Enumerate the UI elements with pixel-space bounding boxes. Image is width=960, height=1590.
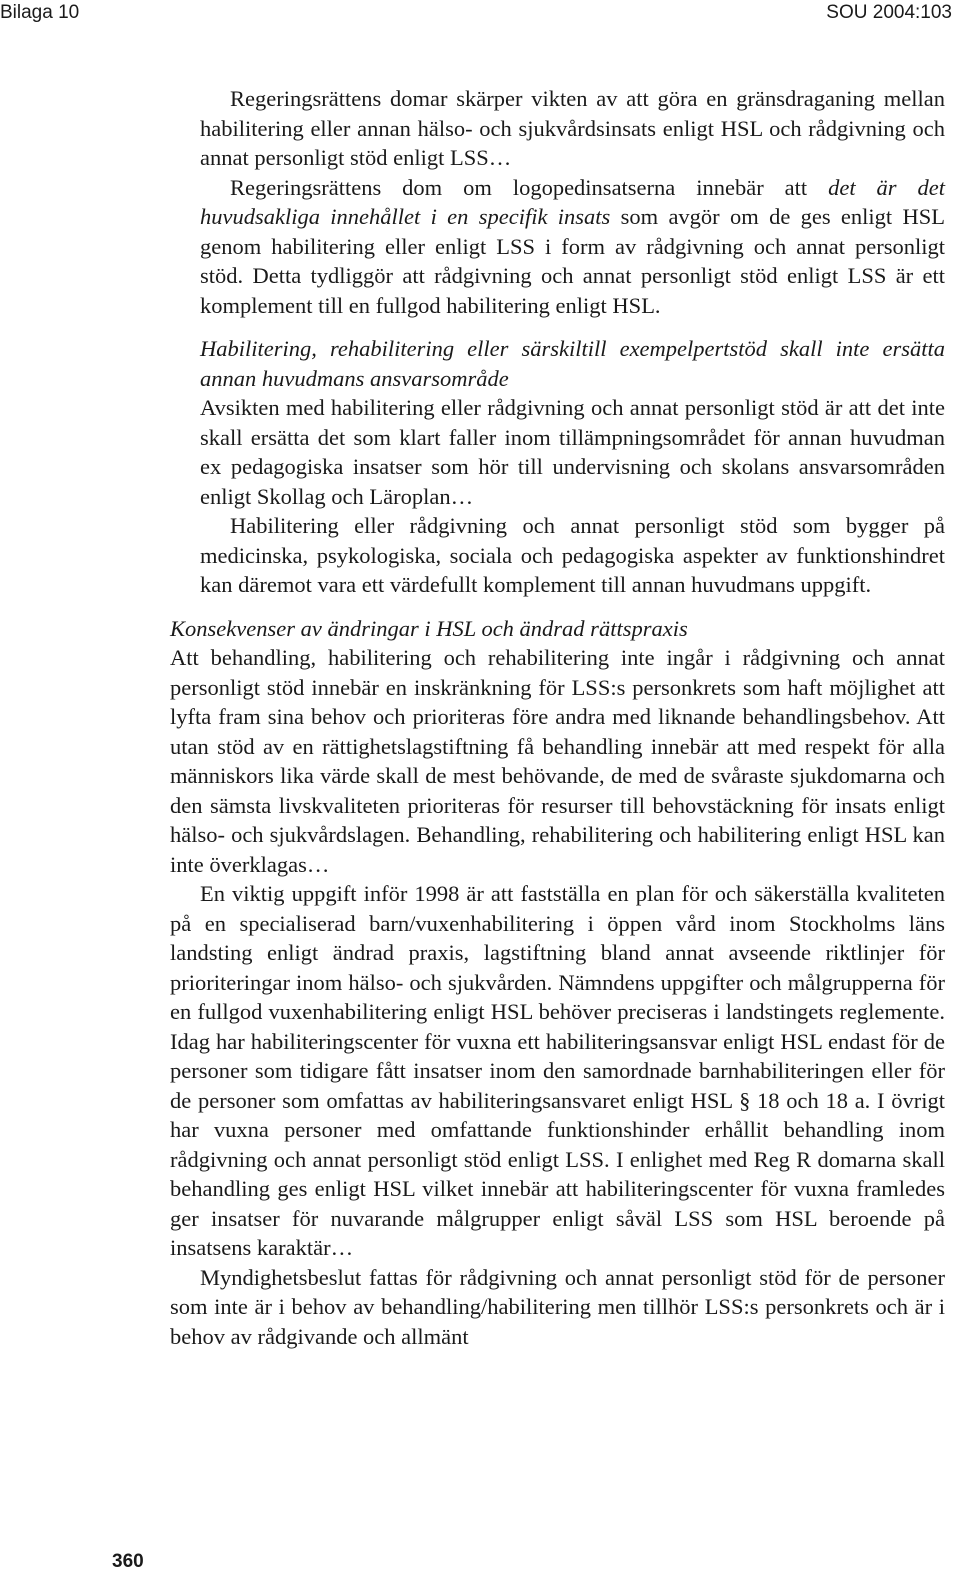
section2-paragraph-1: Att behandling, habilitering och rehabilitering inte ingår i rådgivning och annat personligt stöd innebär en inskränkning för LSS:s personkrets som haft möjlighet att lyfta fram sina behov och prioriteras före andra med liknande behandlingsbehov. Att utan stöd av en rättighetslagstiftning få behandling innebär att med respekt för alla människors lika värde skall de mest behövande, de med de svåraste sjukdomarna och den sämsta livskvaliteten prioriteras för resurser till behovstäckning för insats enligt hälso- och sjukvårdslagen. Behandling, rehabilitering och habilitering enligt HSL kan inte överklagas…	[170, 645, 945, 877]
section-heading-habilitering: Habilitering, rehabilitering eller särskiltill exempelpertstöd skall inte ersätta annan huvudmans ansvarsområde	[200, 336, 945, 391]
section1-paragraph-1: Avsikten med habilitering eller rådgivning och annat personligt stöd är att det inte skall ersätta det som klart faller inom tillämpningsområdet för annan huvudman ex pedagogiska insatser som hör till undervisning och skolans ansvarsområden enligt Skollag och Läroplan…	[200, 395, 945, 509]
running-header	[0, 0, 960, 30]
section2-paragraph-2: En viktig uppgift inför 1998 är att fastställa en plan för och säkerställa kvaliteten på en specialiserad barn/vuxenhabilitering i öppen vård inom Stockholms läns landsting enligt ändrad praxis, lagstiftning bland annat avseende riktlinjer för prioriteringar inom hälso- och sjukvården. Nämndens uppgifter och målgrupperna för en fullgod vuxenhabilitering enligt HSL behöver preciseras i landstingets reglemente. Idag har habiliteringscenter för vuxna ett habiliteringsansvar enligt HSL endast för de personer som tidigare fått insatser inom den samordnade barnhabiliteringen eller för de personer som omfattas av habiliteringsansvaret enligt HSL § 18 och 18 a. I övrigt har vuxna personer med omfattande funktionshinder erhållit behandling inom rådgivning och annat personligt stöd enligt LSS. I enlighet med Reg R domarna skall behandling ges enligt HSL vilket innebär att habiliteringscenter för vuxna framledes ger insatser för nuvarande målgrupper enligt såväl LSS som HSL beroende på insatsens karaktär…	[170, 881, 945, 1260]
header-appendix-label: Bilaga 10	[0, 2, 80, 23]
page-number: 360	[112, 1551, 144, 1572]
quoted-passage	[170, 84, 945, 320]
quote-paragraph-2	[200, 173, 945, 321]
section-heading-konsekvenser: Konsekvenser av ändringar i HSL och ändrad rättspraxis	[170, 615, 688, 641]
document-body	[170, 84, 945, 1351]
quote-p2-start: Regeringsrättens dom om logopedinsatserna innebär att	[230, 174, 829, 200]
section2-paragraph-3: Myndighetsbeslut fattas för rådgivning och annat personligt stöd för de personer som inte är i behov av behandling/habilitering men tillhör LSS:s personkrets och är i behov av rådgivande och allmänt	[170, 1264, 945, 1349]
header-report-number: SOU 2004:103	[826, 2, 952, 23]
quote-p2-end: som avgör om de ges enligt HSL genom habilitering eller enligt LSS i form av rådgivning och annat personligt stöd. Detta tydliggör att rådgivning och annat personligt stöd enligt LSS är ett komplement till en fullgod habilitering enligt HSL.	[200, 204, 946, 318]
quote-p2-emphasis: det är det huvudsakliga innehållet i en specifik insats	[200, 174, 946, 229]
section-habilitering	[170, 334, 945, 600]
quote-paragraph-1: Regeringsrättens domar skärper vikten av att göra en gränsdraganing mellan habilitering eller annan hälso- och sjukvårdsinsats enligt HSL och rådgivning och annat personligt stöd enligt LSS…	[200, 86, 945, 170]
section1-paragraph-2: Habilitering eller rådgivning och annat personligt stöd som bygger på medicinska, psykologiska, sociala och pedagogiska aspekter av funktionshindret kan däremot vara ett värdefullt komplement till annan huvudmans uppgift.	[200, 513, 945, 597]
section-konsekvenser	[170, 614, 945, 1352]
